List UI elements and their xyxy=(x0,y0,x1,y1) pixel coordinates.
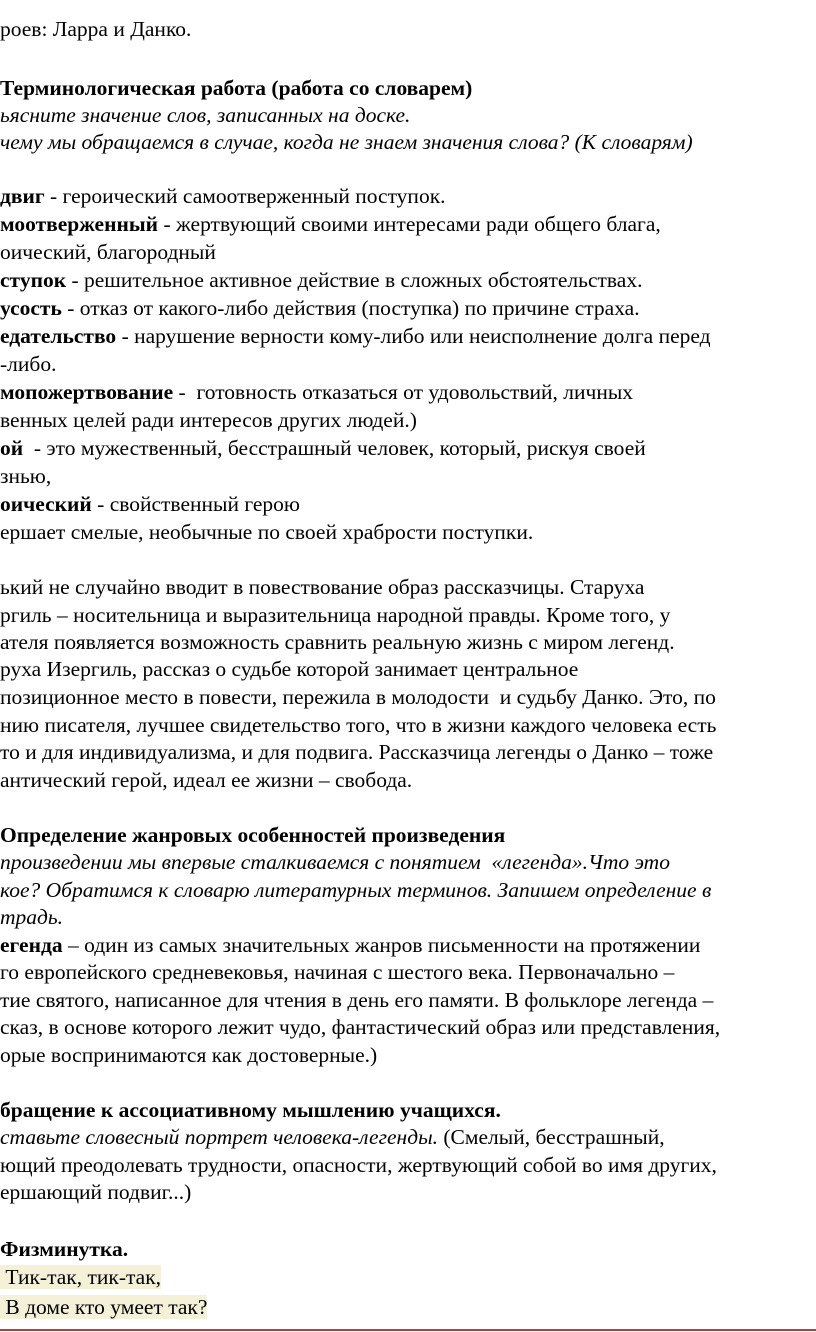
glossary-entry xyxy=(0,266,642,294)
instruction-line: ьясните значение слов, записанных на доске. xyxy=(0,103,411,127)
glossary-definition: - героический самоотверженный поступок. xyxy=(44,184,446,208)
instruction-line: традь. xyxy=(0,905,64,929)
glossary-term: ой xyxy=(0,436,24,460)
glossary-definition: - отказ от какого-либо действия (поступка) по причине страха. xyxy=(61,296,640,320)
highlighted-text: В доме кто умеет так? xyxy=(0,1295,208,1319)
task-instruction: ставьте словесный портрет человека-легенды. xyxy=(0,1125,438,1149)
glossary-entry xyxy=(0,434,646,462)
glossary-term: егенда xyxy=(0,933,63,957)
glossary-definition: – один из самых значительных жанров письменности на протяжении xyxy=(62,933,701,957)
paragraph-line: ателя появляется возможность сравнить реальную жизнь с миром легенд. xyxy=(0,630,675,654)
glossary-definition: - это мужественный, бесстрашный человек, который, рискуя своей xyxy=(23,436,646,460)
glossary-definition: - готовность отказаться от удовольствий, личных xyxy=(173,380,634,404)
glossary-entry xyxy=(0,210,661,238)
paragraph-line: нию писателя, лучшее свидетельство того, что в жизни каждого человека есть xyxy=(0,713,717,737)
glossary-entry xyxy=(0,322,711,350)
instruction-line: кое? Обратимся к словарю литературных терминов. Запишем определение в xyxy=(0,878,712,902)
paragraph-line: ершающий подвиг...) xyxy=(0,1180,192,1204)
glossary-term: моотверженный xyxy=(0,212,159,236)
glossary-term: ступок xyxy=(0,268,67,292)
question-line: чему мы обращаемся в случае, когда не знаем значения слова? (К словарям) xyxy=(0,130,693,154)
glossary-term: усость xyxy=(0,296,62,320)
paragraph-line: антический герой, идеал ее жизни – свобода. xyxy=(0,768,413,792)
glossary-entry xyxy=(0,931,700,959)
paragraph-line: орые воспринимаются как достоверные.) xyxy=(0,1043,378,1067)
glossary-term: двиг xyxy=(0,184,45,208)
glossary-definition: - свойственный герою xyxy=(91,492,300,516)
glossary-definition: - решительное активное действие в сложных обстоятельствах. xyxy=(66,268,643,292)
paragraph-line: ргиль – носительница и выразительница народной правды. Кроме того, у xyxy=(0,603,671,627)
rhyme-line xyxy=(0,1293,207,1321)
paragraph-line: тие святого, написанное для чтения в день его памяти. В фольклоре легенда – xyxy=(0,988,714,1012)
text-line: ершает смелые, необычные по своей храбрости поступки. xyxy=(0,520,534,544)
text-line: венных целей ради интересов других людей.) xyxy=(0,408,417,432)
rhyme-line xyxy=(0,1263,161,1291)
page-bottom-rule xyxy=(0,1329,816,1331)
glossary-definition: - нарушение верности кому-либо или неисполнение долга перед xyxy=(116,324,711,348)
glossary-entry xyxy=(0,294,640,322)
section-heading-terminology: Терминологическая работа (работа со словарем) xyxy=(0,76,473,100)
glossary-term: оический xyxy=(0,492,92,516)
paragraph-line: позиционное место в повести, пережила в молодости и судьбу Данко. Это, по xyxy=(0,685,716,709)
glossary-entry xyxy=(0,378,633,406)
text-line: знью, xyxy=(0,464,52,488)
section-heading-association: бращение к ассоциативному мышлению учащихся. xyxy=(0,1098,501,1122)
paragraph-line: ющий преодолевать трудности, опасности, жертвующий собой во имя других, xyxy=(0,1153,717,1177)
glossary-term: едательство xyxy=(0,324,117,348)
highlighted-text: Тик-так, тик-так, xyxy=(0,1265,162,1289)
paragraph-line: ький не случайно вводит в повествование образ рассказчицы. Старуха xyxy=(0,575,645,599)
glossary-entry xyxy=(0,490,300,518)
text-line: -либо. xyxy=(0,352,57,376)
text-line: оический, благородный xyxy=(0,240,216,264)
glossary-entry xyxy=(0,182,446,210)
task-answer: (Смелый, бесстрашный, xyxy=(438,1125,665,1149)
paragraph-line: то и для индивидуализма, и для подвига. Рассказчица легенды о Данко – тоже xyxy=(0,740,714,764)
glossary-term: мопожертвование xyxy=(0,380,174,404)
task-line xyxy=(0,1123,665,1151)
section-heading-genre: Определение жанровых особенностей произведения xyxy=(0,823,506,847)
paragraph-line: сказ, в основе которого лежит чудо, фантастический образ или представления, xyxy=(0,1015,721,1039)
glossary-definition: - жертвующий своими интересами ради общего блага, xyxy=(158,212,661,236)
section-heading-exercise: Физминутка. xyxy=(0,1237,129,1261)
instruction-line: произведении мы впервые сталкиваемся с понятием «легенда».Что это xyxy=(0,850,670,874)
text-line: роев: Ларра и Данко. xyxy=(0,17,192,41)
paragraph-line: го европейского средневековья, начиная с шестого века. Первоначально – xyxy=(0,960,675,984)
paragraph-line: руха Изергиль, рассказ о судьбе которой занимает центральное xyxy=(0,657,579,681)
